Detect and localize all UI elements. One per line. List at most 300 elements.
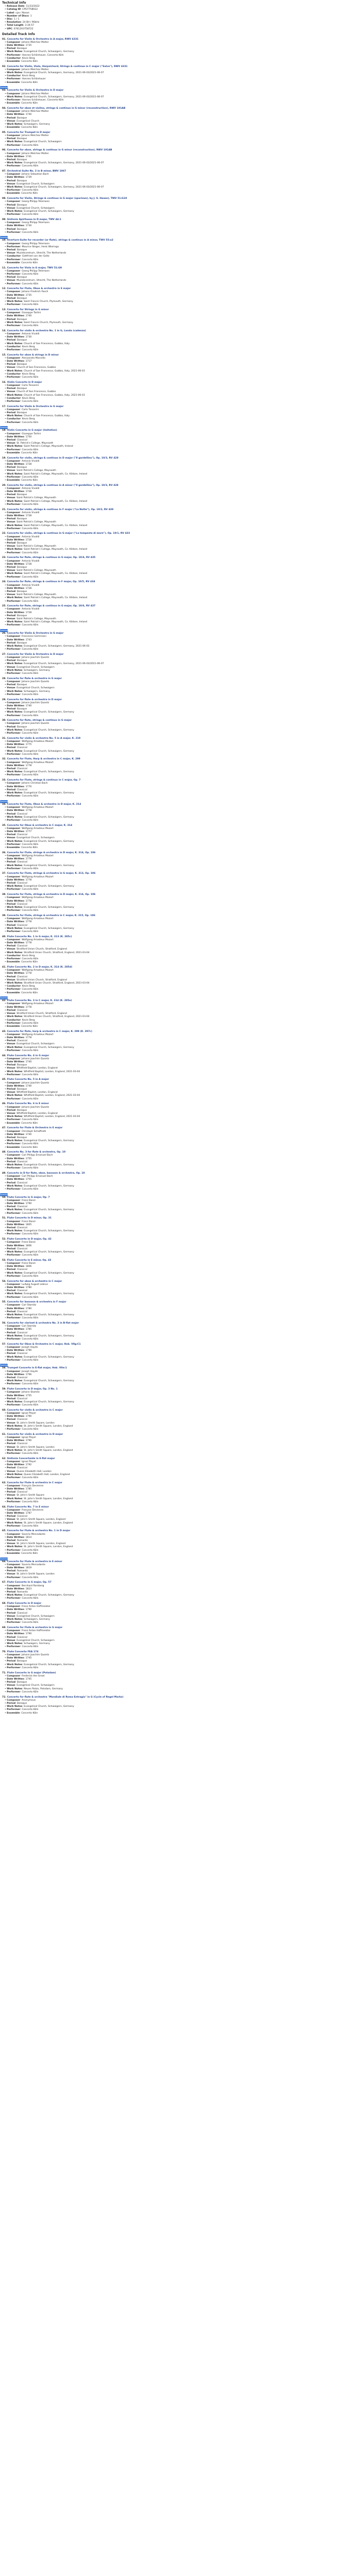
- track-field-key: Performer: [7, 376, 21, 379]
- track-field-key: Work Notes: [7, 300, 23, 303]
- track-field-value: Classical: [16, 1352, 27, 1355]
- track-field-value: Romantic: [16, 1590, 28, 1594]
- track-title[interactable]: 23. Concerto for flute, strings & continuo in G major, Op. 10/4, RV 435: [2, 556, 96, 560]
- track-field-key: Composer: [7, 656, 21, 659]
- track-field-value: Stratford Union Church, Stratford, England, 2021-03-04: [24, 951, 90, 954]
- track-entry: [2, 38, 356, 64]
- track-title[interactable]: 13. Concerto for Strings in G minor: [2, 308, 49, 311]
- track-title[interactable]: 55. Concerto for bassoon & orchestra in F major: [2, 1301, 66, 1304]
- track-title[interactable]: 36. Concerto for Flute, strings & orchestra in D major, K. 314, Op. 106: [2, 851, 96, 854]
- track-field: • Composer: Carl Philipp Emanuel Bach: [5, 1175, 53, 1178]
- track-field: • Ensemble: Concerto Köln: [5, 192, 38, 195]
- track-field: • Performer: Concerto Köln: [5, 1476, 39, 1479]
- track-fields: [5, 1533, 356, 1555]
- track-field: • Performer: Concerto Köln: [5, 819, 39, 822]
- download-button[interactable]: Download: [0, 236, 9, 239]
- track-field-key: Conductor: [7, 418, 21, 421]
- track-field: • Performer: Concerto Köln: [5, 909, 39, 912]
- track-field-value: Wolfgang Amadeus Mozart: [22, 938, 54, 941]
- track-field: • Composer: Wolfgang Amadeus Mozart: [5, 806, 54, 809]
- track-title[interactable]: 16. Violin Concerto in D major: [2, 381, 42, 384]
- track-field: • Period: Classical: [5, 1181, 27, 1184]
- track-title[interactable]: 70. Flute Concerto FEA 174: [2, 1650, 39, 1653]
- track-field-key: Performer: [7, 282, 21, 285]
- track-title[interactable]: 61. Concerto for violin & orchestra in D major: [2, 1433, 63, 1436]
- track-title[interactable]: 18. Violin Concerto in G major (Imitation): [2, 429, 57, 432]
- track-field: • Composer: Franz Danzi: [5, 1241, 36, 1244]
- track-field-value: 1739: [25, 176, 32, 179]
- track-field: • Work Notes: Saint Patrick's College, Maynooth, Co. Kildare, Ireland: [5, 524, 88, 527]
- track-field-value: Concerto Köln: [22, 213, 39, 216]
- track-title[interactable]: 49. Concerto in D for flute, oboe, bassoon & orchestra, Op. 10: [2, 1172, 85, 1175]
- track-fields: [5, 656, 356, 675]
- track-field-value: Concerto Köln: [22, 1118, 39, 1122]
- track-entry: [2, 149, 356, 168]
- track-entry: [2, 509, 356, 531]
- track-field: • Performer: Concerto Köln: [5, 1049, 39, 1052]
- track-field-value: Baroque: [16, 1064, 27, 1067]
- track-field: • Performer: Concerto Köln: [5, 476, 39, 479]
- track-field-value: 1728: [25, 538, 32, 541]
- track-field-key: Composer: [7, 332, 21, 335]
- track-number: 67: [2, 1581, 6, 1584]
- track-title[interactable]: 35. Concerto for Oboe & orchestra in C major, K. 314: [2, 824, 73, 827]
- track-field-value: Schwaigern, Germany: [24, 690, 50, 693]
- track-title[interactable]: 34. Concerto for Flute, Oboe & orchestra in D major, K. 314: [2, 803, 81, 806]
- track-field: • Performer: Concerto Köln: [5, 988, 39, 991]
- track-field-value: Classical: [16, 1397, 27, 1400]
- track-field-value: 1728: [25, 611, 32, 614]
- track-field-value: Anonymous: [22, 1699, 36, 1702]
- track-field: • Work Notes: Evangelical Church, Schwaigern, Germany, 2021-06-03/2021-06-07: [5, 162, 104, 165]
- track-field: • Work Notes: Evangelical Church, Schwaigern, Germany: [5, 1663, 74, 1666]
- track-field: • Work Notes: Whitfield Baptist, London, England, 2021-03-04: [5, 1070, 80, 1073]
- track-field-value: 1780: [25, 1307, 32, 1310]
- track-title[interactable]: 15. Concerto for oboe & strings in D minor: [2, 353, 59, 357]
- track-field-value: Baroque: [16, 1088, 27, 1091]
- technical-info-row: • UPC: 0761203758722: [5, 27, 33, 30]
- track-field: • Venue: St. John's Smith Square: [5, 1494, 45, 1497]
- track-field-value: Concerto Köln: [22, 1188, 39, 1191]
- track-entry: [2, 457, 356, 483]
- track-title[interactable]: 29. Concerto for flute & orchestra in D major: [2, 698, 62, 701]
- track-field-value: 1775: [25, 743, 32, 747]
- track-field-value: Evangelical Church, Schwaigern, Germany: [24, 1272, 74, 1275]
- track-title-text: Violin Concerto in D major: [7, 381, 42, 384]
- track-title[interactable]: 59. Flute Concerto in D major, Op. 3 No. 1: [2, 1388, 58, 1391]
- track-field: • Composer: Ludwig August Lebrun: [5, 1283, 48, 1286]
- track-title[interactable]: 38. Concerto for Flute, strings & orchestra in D major, K. 314, Op. 106: [2, 893, 96, 896]
- track-title[interactable]: 12. Concerto for Flute, Oboe & orchestra in E major: [2, 287, 71, 291]
- track-title[interactable]: 01. Concerto for Violin & Orchestra in A major, RWV 4331: [2, 38, 79, 41]
- track-title[interactable]: 20. Concerto for violin, strings & continuo in A minor ("Il gardellino"), Op. 10/3, RV 428: [2, 484, 118, 487]
- track-number: 64: [2, 1505, 6, 1509]
- download-button[interactable]: Download: [0, 1364, 9, 1367]
- track-field-value: Concerto Köln: [21, 1146, 38, 1149]
- track-field-key: Performer: [7, 624, 21, 627]
- download-button[interactable]: Download: [0, 1193, 9, 1196]
- track-field: • Composer: Johann Stamitz: [5, 1391, 40, 1394]
- track-title[interactable]: 47. Concerto for Flute & Orchestra in E major: [2, 1127, 63, 1130]
- track-field-value: Concerto Köln: [22, 1428, 39, 1431]
- track-field-key: Performer: [7, 1317, 21, 1320]
- track-title[interactable]: 62. Sinfonia Concertante in E-flat major: [2, 1457, 55, 1460]
- track-field: • Performer: Concerto Köln: [5, 1452, 39, 1455]
- track-field: • Work Notes: Evangelical Church, Schwaigern, Germany: [5, 1334, 74, 1337]
- track-field-value: 1777: [25, 831, 32, 834]
- track-field-value: Franz Danzi: [22, 1220, 36, 1223]
- track-field: • Date Written: 1780: [5, 1286, 32, 1289]
- track-title[interactable]: 54. Concerto for oboe & orchestra in C major: [2, 1280, 62, 1283]
- track-title-text: Concerto for flute & orchestra in G major: [7, 677, 62, 680]
- track-field-value: Georg Philipp Telemann: [22, 242, 50, 245]
- track-field: • Work Notes: Whitfield Baptist, London, England, 2021-03-04: [5, 1094, 80, 1097]
- track-field-key: Performer: [7, 1188, 21, 1191]
- track-title[interactable]: 44. Flute Concerto No. 4 in G major: [2, 1054, 49, 1057]
- track-field-value: Concerto Köln: [22, 144, 39, 147]
- track-field-value: Stratford Union Church, Stratford, England: [16, 978, 67, 981]
- track-title[interactable]: 17. Concerto for Violin & Orchestra in G major: [2, 405, 64, 408]
- track-field-value: Concerto Köln: [22, 1500, 39, 1503]
- track-title[interactable]: 33. Concerto for Flute, strings & continuo in C major, Op. 7: [2, 779, 81, 782]
- track-field-value: Franz Danzi: [22, 1241, 36, 1244]
- track-field-key: Conductor: [7, 985, 21, 988]
- track-field: • Period: Classical: [5, 1636, 27, 1639]
- track-fields: [5, 1412, 356, 1431]
- track-entry: [2, 1458, 356, 1480]
- track-field-value: Concerto Köln: [22, 1212, 39, 1215]
- track-field-key: Venue: [7, 569, 15, 572]
- track-title[interactable]: 51. Flute Concerto in D minor, Op. 31: [2, 1217, 52, 1220]
- track-field-key: Date Written: [7, 878, 24, 882]
- track-field: • Composer: Saverio Mercadante: [5, 1563, 45, 1566]
- track-field-value: St. John's Smith Square, London, England: [16, 1543, 66, 1546]
- track-field-key: Composer: [7, 357, 21, 360]
- track-field-value: Franz Danzi: [22, 1262, 36, 1265]
- track-title[interactable]: 60. Concerto for violin & orchestra in C major: [2, 1409, 63, 1412]
- track-field-key: Composer: [7, 222, 21, 225]
- track-field-key: Venue: [7, 1639, 15, 1642]
- track-field-value: Baroque: [16, 228, 27, 231]
- track-field-value: Saint Patrick's College, Maynooth: [16, 594, 56, 597]
- track-title[interactable]: 26. Concerto for Violin & Orchestra in G major: [2, 632, 64, 635]
- track-field: • Date Written: 1728: [5, 563, 32, 566]
- track-field-key: Composer: [7, 854, 21, 857]
- technical-info-value: 24 Bit / 96kHz: [22, 21, 40, 24]
- download-button[interactable]: Download: [0, 997, 9, 999]
- track-field: • Composer: Wolfgang Amadeus Mozart: [5, 827, 54, 830]
- track-field-value: Concerto Köln: [22, 1233, 39, 1236]
- technical-info-value: 1: [30, 14, 32, 18]
- track-field: • Work Notes: Evangelical Church, Schwaigern, Germany: [5, 728, 74, 732]
- track-field: • Ensemble: Concerto Köln: [5, 479, 38, 482]
- track-field: • Period: Classical: [5, 1247, 27, 1250]
- track-field-key: Performer: [7, 165, 21, 168]
- track-fields: [5, 69, 356, 84]
- track-field: • Period: Baroque: [5, 708, 27, 711]
- track-title-text: Concerto for violin, strings & continuo in D major ("Il gardellino"), Op. 10/3, RV 428: [7, 456, 118, 460]
- track-title[interactable]: 28. Concerto for flute & orchestra in G major: [2, 677, 62, 680]
- track-field: • Date Written: 1728: [5, 611, 32, 614]
- track-title[interactable]: 09. Sinfonia Spirituosa in D major, TWV 44:1: [2, 218, 61, 221]
- track-field-value: Johann Melchior Molter: [22, 152, 49, 155]
- track-title[interactable]: 07. Orchestral Suite No. 2 in B minor, BWV 1067: [2, 170, 66, 173]
- track-field: • Composer: Johann Joachim Quantz: [5, 722, 49, 725]
- track-field: • Composer: Johann Joachim Quantz: [5, 1081, 49, 1084]
- track-number: 55: [2, 1301, 6, 1304]
- track-field: • Venue: St. John's Smith Square, London: [5, 1446, 55, 1449]
- track-title[interactable]: 48. Concerto No. 3 for flute & orchestra, Op. 10: [2, 1151, 66, 1154]
- track-number: 47: [2, 1127, 6, 1130]
- track-field-value: Concerto Köln: [22, 376, 39, 379]
- track-field: • Performer: Concerto Köln: [5, 303, 39, 307]
- track-field-value: 1778: [25, 921, 32, 924]
- track-title[interactable]: 39. Concerto for Flute, strings & orchestra in C major, K. 315, Op. 106: [2, 914, 95, 917]
- track-field-key: Performer: [7, 958, 21, 961]
- track-field: • Venue: Saint Patrick's College, Maynooth: [5, 497, 56, 500]
- track-field-key: Composer: [7, 722, 21, 725]
- track-field-value: Evangelical Church, Schwaigern, Germany: [24, 1250, 74, 1253]
- track-field: • Period: Romantic: [5, 1539, 28, 1543]
- track-title[interactable]: 30. Concerto for flute, strings & continuo in G major: [2, 719, 72, 722]
- track-title[interactable]: 42. Flute Concerto No. 3 in C major, K. 314 (K. 285e): [2, 999, 72, 1003]
- track-title[interactable]: 10. Overture-Suite for recorder (or flute), strings & continuo in A minor, TWV 55:a2: [2, 239, 113, 242]
- track-field-key: Work Notes: [7, 1230, 23, 1233]
- track-title[interactable]: 58. Trumpet Concerto in E-flat major, Hob. VIIe:1: [2, 1367, 67, 1370]
- track-field: • Venue: St. John's Smith Square, London, England: [5, 1518, 66, 1521]
- track-title[interactable]: 06. Concerto for oboe, strings & continuo in G minor (reconstruction), RWV 191AB: [2, 149, 112, 152]
- track-field-key: Period: [7, 1515, 15, 1518]
- track-field: • Period: Classical: [5, 788, 27, 791]
- track-number: 36: [2, 851, 6, 854]
- track-entry: [2, 824, 356, 850]
- track-field: • Date Written: 1778: [5, 1006, 32, 1009]
- track-field: • Venue: St. Patrick's College, Maynooth: [5, 442, 54, 445]
- track-title[interactable]: 72. Concerto for flute & orchestra "Mondiale di Roma Entragio" in G (Cycle of Regel Marks): [2, 1696, 124, 1699]
- track-title[interactable]: 21. Concerto for violin, strings & continuo in F major ("La Notte"), Op. 10/2, RV 439: [2, 508, 114, 511]
- track-field-value: Evangelical Church, Schwaigern, Germany: [24, 728, 74, 732]
- track-field: • Performer: Concerto Köln: [5, 258, 39, 261]
- technical-info-key: Disc: [7, 18, 13, 21]
- track-title[interactable]: 25. Concerto for flute, strings & continuo in G major, Op. 10/6, RV 437: [2, 605, 96, 608]
- track-title[interactable]: 43. Concerto for flute, harp & orchestra in C major, K. 299 (K. 297c): [2, 1030, 92, 1033]
- track-field-value: Concerto Köln: [22, 1452, 39, 1455]
- track-field-key: Period: [7, 1290, 15, 1293]
- track-field-value: Concerto Köln: [22, 1317, 39, 1320]
- track-title[interactable]: 64. Flute Concerto No. 7 in E minor: [2, 1505, 49, 1509]
- technical-info-row: • Number of Discs: 1: [5, 14, 32, 18]
- track-field-key: Performer: [7, 843, 21, 846]
- track-field-value: Concerto Köln: [22, 527, 39, 530]
- track-number: 04: [2, 107, 6, 110]
- track-entry: [2, 330, 356, 352]
- track-field-value: Concerto Köln: [22, 1666, 39, 1669]
- track-title[interactable]: 45. Flute Concerto No. 5 in A major: [2, 1078, 49, 1081]
- track-field-key: Period: [7, 1418, 15, 1421]
- track-field-value: Baroque: [16, 518, 27, 521]
- track-field-key: Composer: [7, 1699, 21, 1702]
- track-field: • Work Notes: Evangelical Church, Schwaigern, Germany: [5, 210, 74, 213]
- track-title-text: Concerto for violin & orchestra in D major: [7, 1433, 63, 1436]
- track-field-value: Concerto Köln: [22, 273, 39, 276]
- download-button[interactable]: Download: [0, 1557, 9, 1560]
- track-field-key: Period: [7, 1612, 15, 1615]
- track-field-value: Baroque: [16, 1136, 27, 1139]
- track-field: • Composer: Georg Philipp Telemann: [5, 269, 50, 273]
- track-field: • Period: Baroque: [5, 1088, 27, 1091]
- track-title[interactable]: 05. Concerto for Trumpet in D major: [2, 131, 50, 134]
- track-title[interactable]: 53. Flute Concerto in E minor, Op. 43: [2, 1259, 52, 1262]
- track-field: • Work Notes: Saint Francis Church, Plymouth, Germany: [5, 300, 73, 303]
- track-title[interactable]: 03. Concerto for Violin & Orchestra in D major: [2, 89, 64, 92]
- track-field: • Work Notes: St. John's Smith Square, London, England: [5, 1546, 73, 1549]
- track-title[interactable]: 08. Concerto for Violin, Strings & continuo in G major (spurious), by J. S. Haase), TWV 51:G10: [2, 197, 127, 200]
- track-title[interactable]: 27. Concerto for Violin & Orchestra in D major: [2, 653, 64, 656]
- track-field-value: Classical: [16, 945, 27, 948]
- track-field-key: Performer: [7, 1212, 21, 1215]
- track-entry: [2, 914, 356, 934]
- track-title[interactable]: 41. Flute Concerto No. 2 in D major, K. 314 (K. 285d): [2, 965, 73, 969]
- track-title[interactable]: 71. Flute Concerto in G major (Potsdam): [2, 1671, 56, 1674]
- track-number: 61: [2, 1433, 6, 1436]
- track-field: • Date Written: 1778: [5, 1037, 32, 1040]
- track-fields: [5, 584, 356, 603]
- track-title[interactable]: 66. Concerto for Flute & orchestra in E minor: [2, 1560, 62, 1563]
- track-title[interactable]: 11. Concerto for Viola in G major, TWV 51:G9: [2, 266, 62, 269]
- track-field-value: Kevin Berg: [22, 954, 35, 957]
- track-number: 29: [2, 698, 6, 701]
- track-field-value: Johann Melchior Molter: [22, 92, 49, 95]
- track-title[interactable]: 50. Flute Concerto in G major, Op. 7: [2, 1196, 50, 1199]
- track-field-key: Venue: [7, 1543, 15, 1546]
- track-field: • Performer: Concerto Köln: [5, 843, 39, 846]
- track-field-value: St. Patrick's College, Maynooth: [16, 442, 54, 445]
- track-field-key: Composer: [7, 560, 21, 563]
- track-field-value: Wolfgang Amadeus Mozart: [22, 969, 54, 972]
- download-button[interactable]: Download: [0, 800, 9, 803]
- track-field-value: 1780: [25, 1286, 32, 1289]
- track-field-value: Baroque: [16, 1109, 27, 1112]
- track-field: • Period: Classical: [5, 1040, 27, 1043]
- track-title[interactable]: 31. Concerto for violin & orchestra No. 5 in A major, K. 219: [2, 737, 81, 740]
- track-field-key: Date Written: [7, 858, 24, 861]
- track-field-key: Period: [7, 249, 15, 252]
- track-field-value: Evangelical Church, Schwaigern: [16, 1043, 55, 1046]
- track-field-value: Baroque: [16, 318, 27, 321]
- track-field-value: Baroque: [16, 466, 27, 469]
- track-title[interactable]: 67. Flute Concerto in G major, Op. 57: [2, 1581, 52, 1584]
- track-title[interactable]: 19. Concerto for violin, strings & continuo in D major ("Il gardellino"), Op. 10/3, RV 428: [2, 456, 118, 460]
- track-field-value: Baroque: [16, 684, 27, 687]
- track-field: • Period: Classical: [5, 1331, 27, 1334]
- track-field: • Work Notes: Evangelical Church, Schwaigern: [5, 141, 62, 144]
- track-field-key: Composer: [7, 511, 21, 514]
- track-field: • Ensemble: Concerto Köln: [5, 126, 38, 129]
- track-title[interactable]: 68. Flute Concerto in D major: [2, 1602, 42, 1605]
- track-field-value: Kevin Berg: [22, 418, 35, 421]
- track-title[interactable]: 32. Concerto for Flute, Harp & orchestra in C major, K. 299: [2, 758, 80, 761]
- track-field: • Work Notes: Evangelical Church, Schwaigern, Germany, 2021-06-03: [5, 645, 90, 648]
- track-title[interactable]: 14. Concerto for violin & orchestra No. 1 in G, Landa (cadenza): [2, 329, 86, 332]
- track-field: • Work Notes: Evangelical Church, Schwaigern, Germany: [5, 792, 74, 794]
- track-number: 72: [2, 1696, 6, 1699]
- track-title-text: Concerto for Flute, strings & orchestra in D major, K. 314, Op. 106: [7, 893, 96, 896]
- track-title[interactable]: 69. Concerto for Flute & orchestra in G major: [2, 1626, 63, 1629]
- track-field-value: 1778: [25, 972, 32, 975]
- track-title[interactable]: 46. Flute Concerto No. 6 in E minor: [2, 1103, 49, 1106]
- track-title[interactable]: 63. Concerto for Flute & orchestra in C major: [2, 1481, 62, 1484]
- track-field-value: Baroque: [16, 494, 27, 497]
- track-field-value: Carl Philipp Emanuel Bach: [22, 1154, 53, 1157]
- track-title[interactable]: 65. Concerto for Flute & orchestra No. 1 in D major: [2, 1530, 71, 1533]
- track-field-key: Ensemble: [7, 126, 20, 129]
- track-field-value: Hannes Schönhauer, Concerto Köln: [22, 98, 64, 101]
- technical-info-row: • Label: cpo / Naxos: [5, 11, 29, 14]
- track-field: • Work Notes: Evangelical Church, Schwaigern, Germany: [5, 906, 74, 909]
- track-field: • Period: Classical: [5, 1515, 27, 1518]
- track-field-key: Composer: [7, 938, 21, 941]
- download-button[interactable]: Download: [0, 427, 9, 429]
- download-button[interactable]: Download: [0, 87, 9, 89]
- track-field-value: Concerto Köln: [22, 1049, 39, 1052]
- track-field-key: Composer: [7, 384, 21, 387]
- track-field: • Date Written: 1743: [5, 638, 32, 641]
- track-fields: [5, 1154, 356, 1170]
- track-title[interactable]: 56. Concerto for clarinet & orchestra No. 3 in B-flat major: [2, 1321, 79, 1325]
- track-field-key: Date Written: [7, 1133, 24, 1136]
- track-entry: [2, 1343, 356, 1362]
- track-title[interactable]: 37. Concerto for Flute, strings & orchestra in G major, K. 313, Op. 106: [2, 872, 96, 875]
- track-field: • Period: Baroque: [5, 318, 27, 321]
- track-title-text: Concerto for Flute, strings & orchestra in G major, K. 313, Op. 106: [7, 872, 96, 875]
- track-field-key: Work Notes: [7, 981, 23, 985]
- track-field-key: Performer: [7, 527, 21, 530]
- track-field: • Period: Classical: [5, 1310, 27, 1313]
- track-entry: [2, 532, 356, 554]
- track-field-value: 1778: [25, 858, 32, 861]
- track-title[interactable]: 40. Flute Concerto No. 1 in G major, K. 313 (K. 285c): [2, 935, 72, 938]
- track-field-key: Work Notes: [7, 1250, 23, 1253]
- track-number: 37: [2, 872, 6, 875]
- track-entry: [2, 236, 356, 265]
- track-field: • Performer: Concerto Köln: [5, 324, 39, 327]
- track-field-value: 1740: [25, 1084, 32, 1088]
- track-field: • Performer: Concerto Köln: [5, 551, 39, 554]
- track-title[interactable]: 57. Concerto for Oboe & Orchestra in C major, Hob. VIIg:C1: [2, 1343, 81, 1346]
- track-entry: [2, 86, 356, 105]
- track-field: • Work Notes: Schwaigern, Germany: [5, 690, 50, 693]
- track-field-key: Performer: [7, 324, 21, 327]
- track-title[interactable]: 02. Concerto for Violin, Viola, Harpsichord, Strings & continuo in C major ("Salve"), RWV 4331: [2, 65, 128, 68]
- track-field-key: Performer: [7, 54, 21, 57]
- track-field: • Work Notes: Evangelical Church, Schwaigern, Germany, 2021-06-03/2021-06-07: [5, 663, 104, 666]
- track-title[interactable]: 52. Flute Concerto in D major, Op. 42: [2, 1238, 52, 1241]
- track-title[interactable]: 22. Concerto for violin, strings & continuo in G major ("La tempesta di mare"), Op. 10/1, RV 433: [2, 532, 130, 535]
- track-title[interactable]: 24. Concerto for flute, strings & continuo in F major, Op. 10/5, RV 434: [2, 581, 95, 584]
- track-number: 11: [2, 266, 6, 269]
- track-field: • Work Notes: Schwaigern, Germany: [5, 123, 50, 126]
- track-field: • Performer: Concerto Köln: [5, 1022, 39, 1025]
- track-field: • Work Notes: Church of San Francesco, Gubbio, Italy, 2021-06-03: [5, 394, 85, 397]
- track-title[interactable]: 04. Concerto for oboe et violino, strings & continuo in G minor (reconstruction), RWV 191AB: [2, 107, 126, 110]
- track-field-value: Concerto Köln: [22, 843, 39, 846]
- track-field-key: Performer: [7, 1576, 21, 1579]
- track-field-key: Performer: [7, 348, 21, 351]
- track-field: • Work Notes: Evangelical Church, Schwaigern, Germany: [5, 1209, 74, 1212]
- track-field-key: Date Written: [7, 611, 24, 614]
- track-field: • Conductor: Kevin Berg: [5, 372, 35, 376]
- download-button[interactable]: Download: [0, 630, 9, 632]
